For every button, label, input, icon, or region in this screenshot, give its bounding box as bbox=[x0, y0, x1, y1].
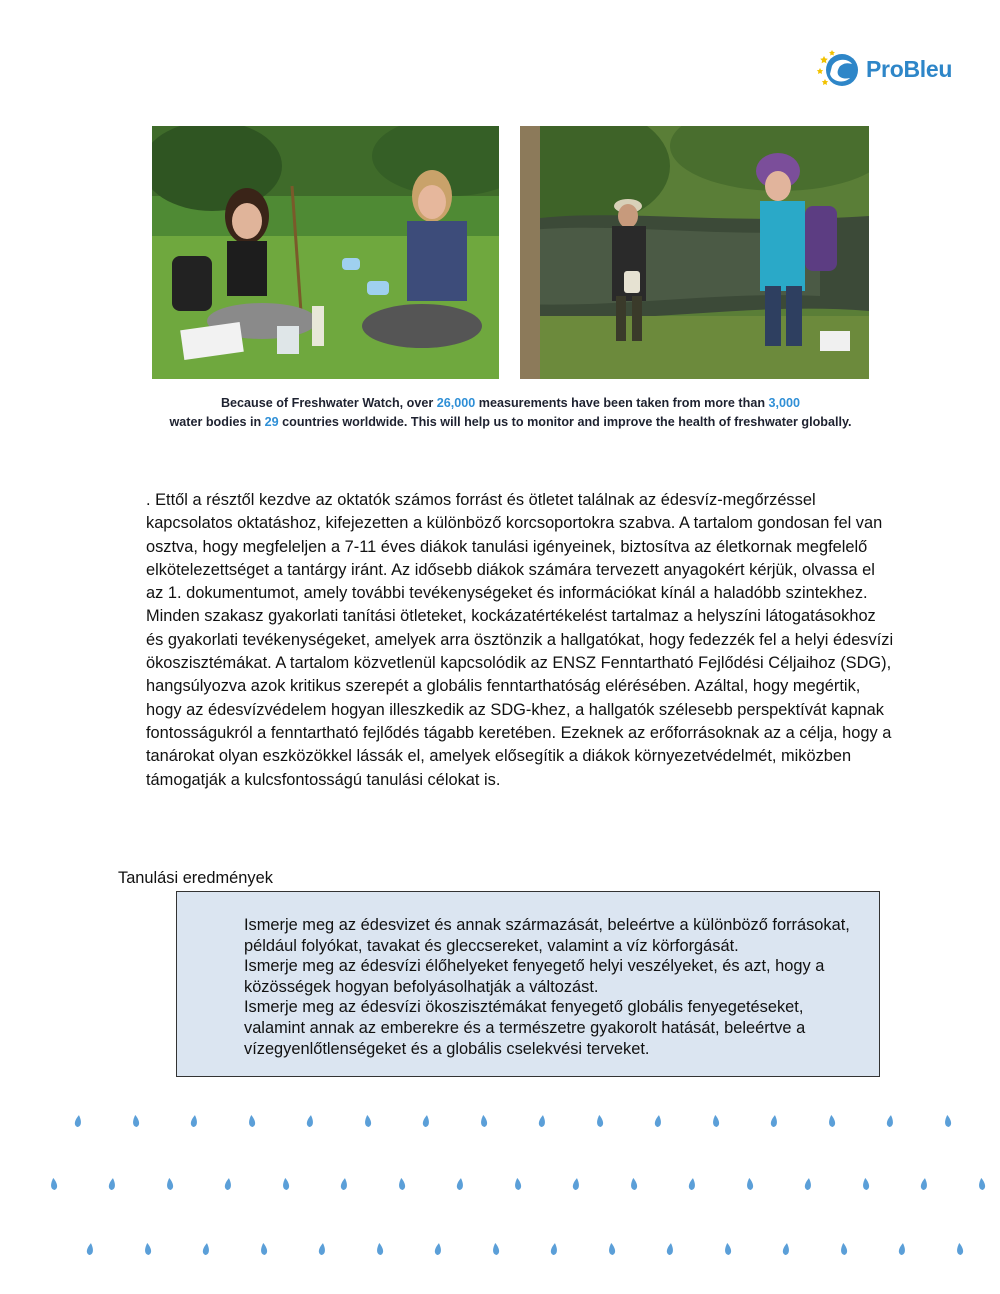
water-drop-icon bbox=[666, 1243, 674, 1256]
water-drop-icon bbox=[804, 1178, 812, 1191]
water-drop-icon bbox=[306, 1115, 314, 1128]
water-drop-decoration bbox=[0, 1100, 1000, 1294]
water-drop-icon bbox=[862, 1178, 869, 1191]
water-drop-icon bbox=[108, 1178, 116, 1191]
water-drop-icon bbox=[248, 1115, 255, 1128]
water-drop-icon bbox=[132, 1115, 139, 1128]
water-drop-icon bbox=[538, 1115, 546, 1128]
water-drop-icon bbox=[260, 1243, 267, 1256]
water-drop-icon bbox=[898, 1243, 906, 1256]
photo-people-testing-water-on-grass bbox=[152, 126, 499, 379]
probleu-logo bbox=[816, 48, 966, 90]
water-drop-icon bbox=[190, 1115, 198, 1128]
water-drop-icon bbox=[340, 1178, 348, 1191]
water-drop-icon bbox=[944, 1115, 951, 1128]
water-drop-icon bbox=[144, 1243, 151, 1256]
water-drop-icon bbox=[724, 1243, 731, 1256]
water-drop-icon bbox=[376, 1243, 383, 1256]
caption-text: measurements have been taken from more than bbox=[475, 396, 769, 410]
water-drop-icon bbox=[956, 1243, 963, 1256]
list-item: Ismerje meg az édesvizet és annak származását, beleértve a különböző forrásokat, például folyókat, tavakat és gleccsereket, valamint a víz körforgását. bbox=[244, 916, 850, 955]
water-drop-icon bbox=[828, 1115, 835, 1128]
list-item: Ismerje meg az édesvízi élőhelyeket fenyegető helyi veszélyeket, és azt, hogy a közösségek hogyan befolyásolhatják a változást. bbox=[244, 957, 825, 996]
water-drop-icon bbox=[282, 1178, 289, 1191]
probleu-swirl-logo-icon bbox=[816, 48, 862, 90]
water-drop-icon bbox=[712, 1115, 719, 1128]
water-drop-icon bbox=[572, 1178, 580, 1191]
water-drop-icon bbox=[978, 1178, 985, 1191]
water-drop-icon bbox=[746, 1178, 753, 1191]
water-drop-icon bbox=[550, 1243, 558, 1256]
caption-number-water-bodies: 3,000 bbox=[768, 396, 801, 410]
water-drop-icon bbox=[492, 1243, 499, 1256]
caption-text: countries worldwide. This will help us to monitor and improve the health of freshwater globally. bbox=[278, 415, 852, 429]
water-drop-icon bbox=[74, 1115, 82, 1128]
caption-text: Because of Freshwater Watch, over bbox=[220, 396, 437, 410]
water-drop-icon bbox=[398, 1178, 405, 1191]
caption-number-countries: 29 bbox=[264, 415, 279, 429]
water-drop-icon bbox=[202, 1243, 210, 1256]
water-drop-icon bbox=[514, 1178, 521, 1191]
learning-outcomes-box bbox=[176, 891, 880, 1077]
water-drop-icon bbox=[630, 1178, 637, 1191]
learning-outcomes-list bbox=[244, 915, 868, 1059]
logo-text: ProBleu bbox=[866, 56, 953, 82]
photo-people-sampling-at-stream bbox=[520, 126, 869, 379]
water-drop-icon bbox=[86, 1243, 94, 1256]
water-drop-icon bbox=[166, 1178, 173, 1191]
caption-text: water bodies in bbox=[169, 415, 265, 429]
water-drop-icon bbox=[608, 1243, 615, 1256]
photo-caption bbox=[152, 394, 869, 432]
water-drop-icon bbox=[886, 1115, 894, 1128]
list-item: Ismerje meg az édesvízi ökoszisztémákat fenyegető globális fenyegetéseket, valamint annak az emberekre és a természetre gyakorolt hatását, beleértve a vízegyenlőtlenségeket és a globális cselekvési terveket. bbox=[244, 998, 806, 1058]
water-drop-icon bbox=[782, 1243, 790, 1256]
water-drop-icon bbox=[688, 1178, 696, 1191]
water-drop-icon bbox=[434, 1243, 442, 1256]
water-drop-icon bbox=[422, 1115, 430, 1128]
water-drop-icon bbox=[840, 1243, 847, 1256]
body-paragraph: . Ettől a résztől kezdve az oktatók számos forrást és ötletet találnak az édesvíz-megőrzéssel kapcsolatos oktatáshoz, kifejezetten a különböző korcsoportokra szabva. A tartalom gondosan fel van osztva, hogy megfeleljen a 7-11 éves diákok tanulási igényeinek, biztosítva az életkornak megfelelő elkötelezettséget a tantárgy iránt. Az idősebb diákok számára tervezett anyagokért kérjük, olvassa el az 1. dokumentumot, amely további tevékenységeket és információkat kínál a haladóbb szintekhez. Minden szakasz gyakorlati tanítási ötleteket, kockázatértékelést tartalmaz a helyszíni látogatásokhoz és gyakorlati tevékenységeket, amelyek arra ösztönzik a hallgatókat, hogy fedezzék fel a helyi édesvízi ökoszisztémákat. A tartalom közvetlenül kapcsolódik az ENSZ Fenntartható Fejlődési Céljaihoz (SDG), hangsúlyozva azok kritikus szerepét a globális fenntarthatóság elérésében. Azáltal, hogy megértik, hogy az édesvízvédelem hogyan illeszkedik az SDG-khez, a hallgatók szélesebb perspektívát kapnak fontosságukról a fenntartható fejlődés tágabb keretében. Ezeknek az erőforrásoknak az a célja, hogy a tanárokat olyan eszközökkel lássák el, amelyek elősegítik a diákok környezetvédelmét, miközben támogatják a kulcsfontosságú tanulási célokat is. bbox=[146, 491, 894, 789]
water-drop-icon bbox=[654, 1115, 662, 1128]
water-drop-icon bbox=[364, 1115, 371, 1128]
water-drop-icon bbox=[920, 1178, 928, 1191]
water-drop-icon bbox=[50, 1178, 57, 1191]
water-drop-icon bbox=[480, 1115, 487, 1128]
water-drop-icon bbox=[456, 1178, 464, 1191]
water-drop-icon bbox=[318, 1243, 326, 1256]
water-drop-icon bbox=[596, 1115, 603, 1128]
section-heading-learning-outcomes: Tanulási eredmények bbox=[118, 869, 273, 887]
caption-number-measurements: 26,000 bbox=[436, 396, 476, 410]
water-drop-icon bbox=[224, 1178, 232, 1191]
water-drop-icon bbox=[770, 1115, 778, 1128]
